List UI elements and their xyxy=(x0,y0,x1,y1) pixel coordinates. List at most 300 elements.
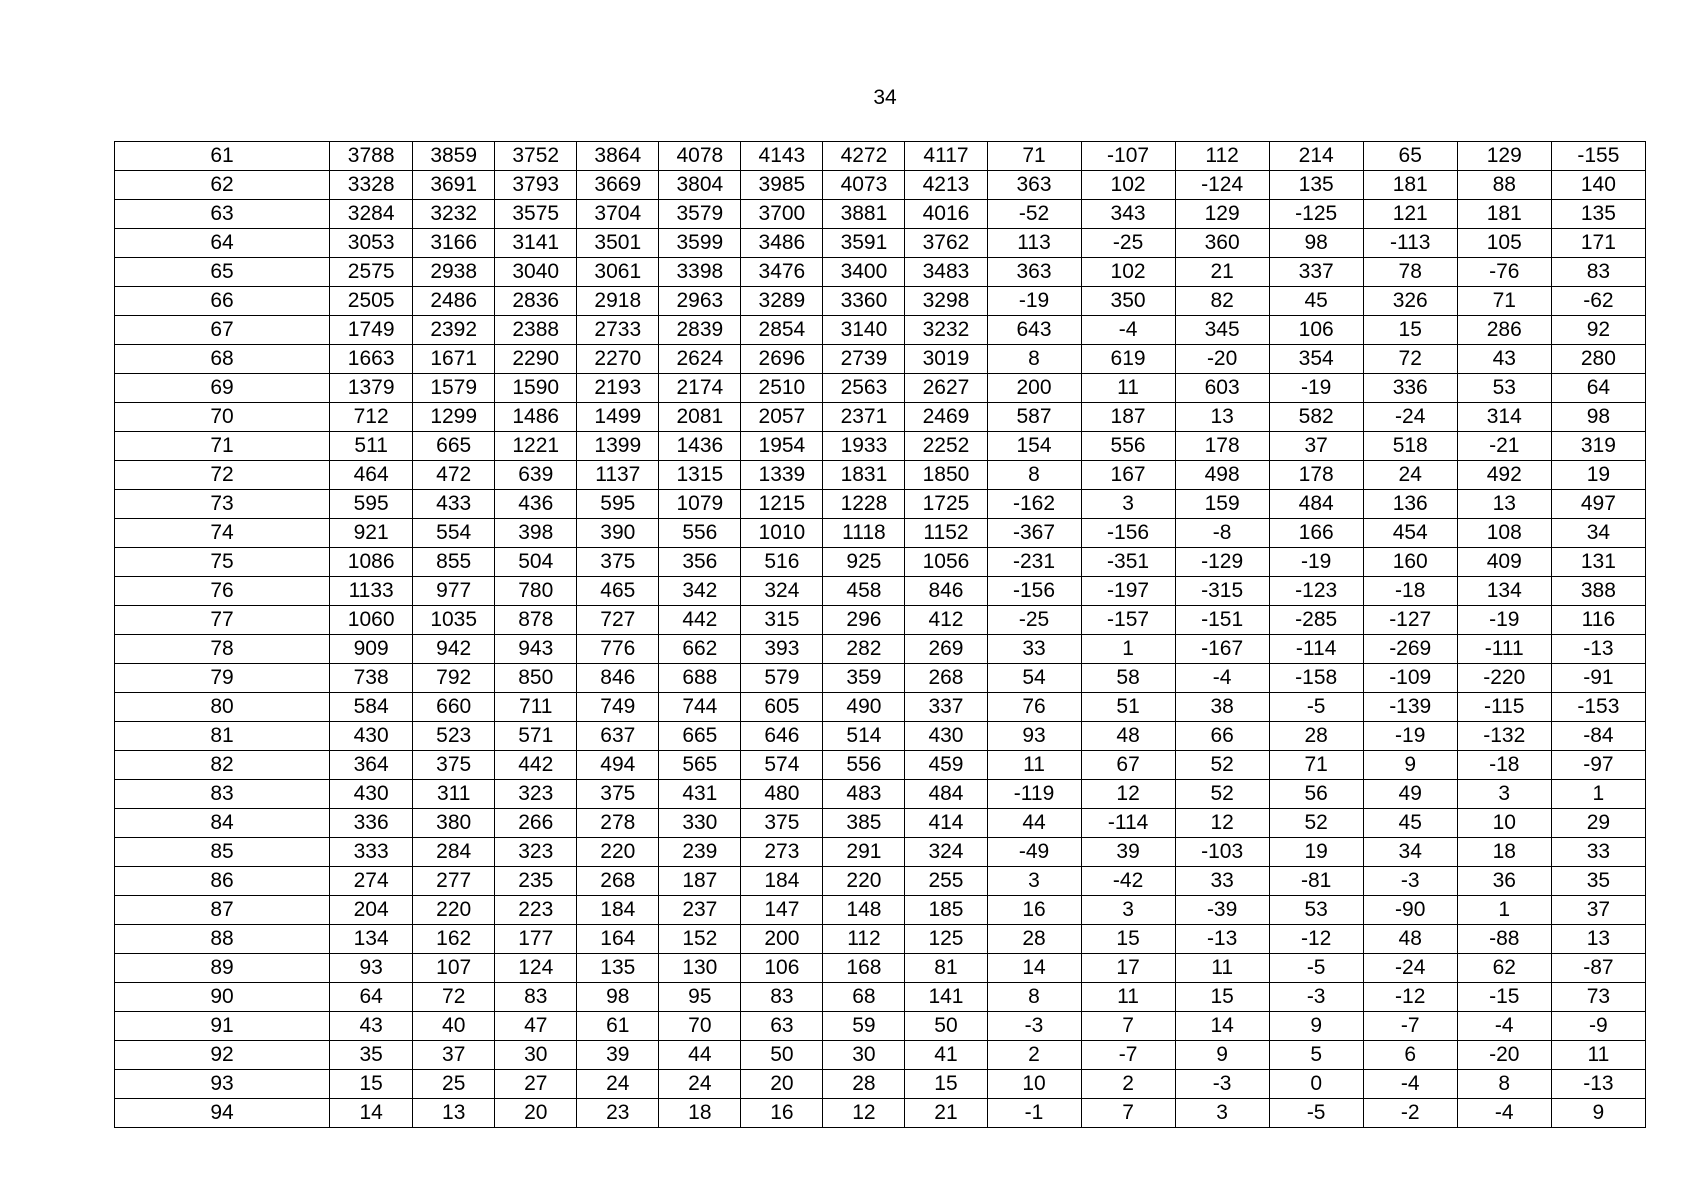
table-cell: 39 xyxy=(577,1041,659,1070)
table-cell: 2624 xyxy=(659,345,741,374)
row-label-cell: 71 xyxy=(115,432,330,461)
table-cell: -87 xyxy=(1551,954,1645,983)
table-cell: -15 xyxy=(1457,983,1551,1012)
table-row xyxy=(115,171,1646,200)
table-cell: 1137 xyxy=(577,461,659,490)
table-cell: 52 xyxy=(1175,751,1269,780)
table-cell: 72 xyxy=(413,983,495,1012)
table-row xyxy=(115,925,1646,954)
table-row xyxy=(115,519,1646,548)
table-cell: 343 xyxy=(1081,200,1175,229)
table-cell: 106 xyxy=(1269,316,1363,345)
table-cell: 3232 xyxy=(905,316,987,345)
table-cell: -123 xyxy=(1269,577,1363,606)
table-cell: 1436 xyxy=(659,432,741,461)
table-row xyxy=(115,258,1646,287)
table-cell: 220 xyxy=(823,867,905,896)
table-cell: 12 xyxy=(1175,809,1269,838)
table-row xyxy=(115,200,1646,229)
table-cell: -18 xyxy=(1363,577,1457,606)
table-cell: 1056 xyxy=(905,548,987,577)
table-cell: -155 xyxy=(1551,142,1645,171)
table-cell: 324 xyxy=(905,838,987,867)
table-cell: 63 xyxy=(741,1012,823,1041)
row-label-cell: 88 xyxy=(115,925,330,954)
table-cell: 136 xyxy=(1363,490,1457,519)
row-label-cell: 79 xyxy=(115,664,330,693)
table-cell: 33 xyxy=(1175,867,1269,896)
table-cell: 268 xyxy=(905,664,987,693)
table-cell: 925 xyxy=(823,548,905,577)
table-cell: -20 xyxy=(1457,1041,1551,1070)
table-cell: 15 xyxy=(1081,925,1175,954)
table-cell: -49 xyxy=(987,838,1081,867)
table-cell: 380 xyxy=(413,809,495,838)
table-cell: 665 xyxy=(413,432,495,461)
table-cell: 595 xyxy=(577,490,659,519)
table-row xyxy=(115,1041,1646,1070)
table-cell: 464 xyxy=(330,461,413,490)
table-cell: 484 xyxy=(1269,490,1363,519)
table-cell: 4213 xyxy=(905,171,987,200)
table-cell: -97 xyxy=(1551,751,1645,780)
table-cell: 13 xyxy=(1457,490,1551,519)
table-cell: 6 xyxy=(1363,1041,1457,1070)
table-cell: -25 xyxy=(1081,229,1175,258)
table-cell: -19 xyxy=(1269,548,1363,577)
table-cell: 3669 xyxy=(577,171,659,200)
table-cell: 323 xyxy=(495,838,577,867)
table-cell: -115 xyxy=(1457,693,1551,722)
table-cell: 177 xyxy=(495,925,577,954)
table-cell: 53 xyxy=(1269,896,1363,925)
table-cell: 5 xyxy=(1269,1041,1363,1070)
table-cell: 442 xyxy=(659,606,741,635)
table-cell: 62 xyxy=(1457,954,1551,983)
table-row xyxy=(115,867,1646,896)
table-cell: 2733 xyxy=(577,316,659,345)
table-cell: -12 xyxy=(1363,983,1457,1012)
table-cell: -5 xyxy=(1269,693,1363,722)
table-cell: 106 xyxy=(741,954,823,983)
table-row xyxy=(115,316,1646,345)
table-cell: 273 xyxy=(741,838,823,867)
table-row xyxy=(115,751,1646,780)
table-cell: -3 xyxy=(1175,1070,1269,1099)
table-cell: 3141 xyxy=(495,229,577,258)
table-cell: 3289 xyxy=(741,287,823,316)
table-cell: 38 xyxy=(1175,693,1269,722)
table-row xyxy=(115,606,1646,635)
table-cell: 3 xyxy=(1081,490,1175,519)
table-cell: 34 xyxy=(1363,838,1457,867)
table-cell: 121 xyxy=(1363,200,1457,229)
table-cell: 187 xyxy=(1081,403,1175,432)
table-cell: -132 xyxy=(1457,722,1551,751)
table-cell: -19 xyxy=(1363,722,1457,751)
table-cell: 1299 xyxy=(413,403,495,432)
table-cell: 185 xyxy=(905,896,987,925)
table-cell: 643 xyxy=(987,316,1081,345)
table-cell: 1152 xyxy=(905,519,987,548)
table-cell: 8 xyxy=(987,461,1081,490)
table-cell: 855 xyxy=(413,548,495,577)
table-cell: 319 xyxy=(1551,432,1645,461)
table-row xyxy=(115,229,1646,258)
table-cell: -18 xyxy=(1457,751,1551,780)
row-label-cell: 81 xyxy=(115,722,330,751)
table-row xyxy=(115,345,1646,374)
table-cell: 639 xyxy=(495,461,577,490)
table-cell: 3804 xyxy=(659,171,741,200)
table-cell: -114 xyxy=(1081,809,1175,838)
table-cell: 178 xyxy=(1175,432,1269,461)
table-cell: 2392 xyxy=(413,316,495,345)
table-row xyxy=(115,635,1646,664)
table-cell: 1060 xyxy=(330,606,413,635)
table-cell: 3752 xyxy=(495,142,577,171)
table-cell: 516 xyxy=(741,548,823,577)
table-cell: 2836 xyxy=(495,287,577,316)
table-cell: -285 xyxy=(1269,606,1363,635)
table-cell: -52 xyxy=(987,200,1081,229)
table-cell: 3599 xyxy=(659,229,741,258)
row-label-cell: 89 xyxy=(115,954,330,983)
table-cell: 98 xyxy=(577,983,659,1012)
table-cell: 162 xyxy=(413,925,495,954)
table-cell: 1339 xyxy=(741,461,823,490)
table-cell: 3053 xyxy=(330,229,413,258)
row-label-cell: 86 xyxy=(115,867,330,896)
table-cell: 68 xyxy=(823,983,905,1012)
table-body xyxy=(115,142,1646,1128)
table-cell: 135 xyxy=(577,954,659,983)
table-cell: 3360 xyxy=(823,287,905,316)
table-cell: 514 xyxy=(823,722,905,751)
row-label-cell: 68 xyxy=(115,345,330,374)
row-label-cell: 72 xyxy=(115,461,330,490)
table-cell: 1118 xyxy=(823,519,905,548)
table-cell: -24 xyxy=(1363,403,1457,432)
table-cell: 7 xyxy=(1081,1012,1175,1041)
table-cell: 738 xyxy=(330,664,413,693)
table-cell: 76 xyxy=(987,693,1081,722)
table-cell: -113 xyxy=(1363,229,1457,258)
table-cell: 278 xyxy=(577,809,659,838)
table-cell: 2193 xyxy=(577,374,659,403)
table-row xyxy=(115,722,1646,751)
table-cell: -119 xyxy=(987,780,1081,809)
table-cell: 490 xyxy=(823,693,905,722)
table-row xyxy=(115,374,1646,403)
table-cell: 280 xyxy=(1551,345,1645,374)
table-cell: 354 xyxy=(1269,345,1363,374)
table-cell: 523 xyxy=(413,722,495,751)
table-cell: 942 xyxy=(413,635,495,664)
table-cell: 81 xyxy=(905,954,987,983)
table-cell: 497 xyxy=(1551,490,1645,519)
table-cell: 45 xyxy=(1363,809,1457,838)
table-row xyxy=(115,287,1646,316)
table-cell: 113 xyxy=(987,229,1081,258)
table-cell: 266 xyxy=(495,809,577,838)
table-cell: -3 xyxy=(987,1012,1081,1041)
table-cell: 595 xyxy=(330,490,413,519)
table-cell: 603 xyxy=(1175,374,1269,403)
table-cell: 390 xyxy=(577,519,659,548)
row-label-cell: 64 xyxy=(115,229,330,258)
table-cell: 223 xyxy=(495,896,577,925)
table-cell: 187 xyxy=(659,867,741,896)
table-cell: 326 xyxy=(1363,287,1457,316)
table-cell: 21 xyxy=(1175,258,1269,287)
table-cell: 98 xyxy=(1269,229,1363,258)
table-cell: 412 xyxy=(905,606,987,635)
table-cell: 878 xyxy=(495,606,577,635)
table-cell: 73 xyxy=(1551,983,1645,1012)
table-cell: 112 xyxy=(1175,142,1269,171)
table-cell: 2174 xyxy=(659,374,741,403)
table-cell: 8 xyxy=(987,345,1081,374)
table-cell: 58 xyxy=(1081,664,1175,693)
table-cell: 388 xyxy=(1551,577,1645,606)
table-cell: 83 xyxy=(495,983,577,1012)
table-cell: -103 xyxy=(1175,838,1269,867)
table-cell: 282 xyxy=(823,635,905,664)
table-cell: 1954 xyxy=(741,432,823,461)
table-cell: 393 xyxy=(741,635,823,664)
table-cell: 2057 xyxy=(741,403,823,432)
table-cell: 11 xyxy=(987,751,1081,780)
table-cell: 665 xyxy=(659,722,741,751)
table-cell: 71 xyxy=(987,142,1081,171)
table-cell: 1035 xyxy=(413,606,495,635)
table-cell: 337 xyxy=(1269,258,1363,287)
row-label-cell: 83 xyxy=(115,780,330,809)
table-cell: 574 xyxy=(741,751,823,780)
row-label-cell: 62 xyxy=(115,171,330,200)
table-cell: 11 xyxy=(1551,1041,1645,1070)
table-cell: 105 xyxy=(1457,229,1551,258)
table-cell: 9 xyxy=(1269,1012,1363,1041)
table-cell: 36 xyxy=(1457,867,1551,896)
table-cell: 498 xyxy=(1175,461,1269,490)
row-label-cell: 74 xyxy=(115,519,330,548)
table-cell: 1228 xyxy=(823,490,905,519)
table-cell: -9 xyxy=(1551,1012,1645,1041)
table-cell: 414 xyxy=(905,809,987,838)
table-cell: 17 xyxy=(1081,954,1175,983)
table-cell: 1579 xyxy=(413,374,495,403)
table-cell: 375 xyxy=(741,809,823,838)
table-cell: 37 xyxy=(413,1041,495,1070)
table-cell: 19 xyxy=(1269,838,1363,867)
table-cell: -315 xyxy=(1175,577,1269,606)
table-cell: 433 xyxy=(413,490,495,519)
table-cell: 82 xyxy=(1175,287,1269,316)
table-cell: 277 xyxy=(413,867,495,896)
table-cell: 2839 xyxy=(659,316,741,345)
table-row xyxy=(115,838,1646,867)
table-cell: 3040 xyxy=(495,258,577,287)
table-cell: 2510 xyxy=(741,374,823,403)
table-cell: 1 xyxy=(1081,635,1175,664)
table-cell: 3762 xyxy=(905,229,987,258)
table-cell: 7 xyxy=(1081,1099,1175,1128)
table-cell: 9 xyxy=(1175,1041,1269,1070)
table-cell: 504 xyxy=(495,548,577,577)
table-cell: 584 xyxy=(330,693,413,722)
table-cell: 3328 xyxy=(330,171,413,200)
table-cell: -88 xyxy=(1457,925,1551,954)
table-cell: 3 xyxy=(1081,896,1175,925)
table-cell: 20 xyxy=(741,1070,823,1099)
table-cell: 2469 xyxy=(905,403,987,432)
table-cell: 619 xyxy=(1081,345,1175,374)
table-cell: 430 xyxy=(330,780,413,809)
table-cell: 181 xyxy=(1457,200,1551,229)
table-cell: 3985 xyxy=(741,171,823,200)
table-cell: -76 xyxy=(1457,258,1551,287)
table-cell: 2575 xyxy=(330,258,413,287)
table-cell: 1486 xyxy=(495,403,577,432)
table-cell: 25 xyxy=(413,1070,495,1099)
table-cell: 492 xyxy=(1457,461,1551,490)
table-cell: 324 xyxy=(741,577,823,606)
table-cell: 2505 xyxy=(330,287,413,316)
table-cell: 10 xyxy=(1457,809,1551,838)
table-cell: 3 xyxy=(987,867,1081,896)
table-cell: 40 xyxy=(413,1012,495,1041)
table-cell: 15 xyxy=(1175,983,1269,1012)
table-cell: 2918 xyxy=(577,287,659,316)
table-row xyxy=(115,693,1646,722)
table-cell: 13 xyxy=(1551,925,1645,954)
table-cell: 291 xyxy=(823,838,905,867)
table-cell: 3 xyxy=(1457,780,1551,809)
table-cell: 727 xyxy=(577,606,659,635)
table-cell: 660 xyxy=(413,693,495,722)
table-cell: 43 xyxy=(330,1012,413,1041)
table-cell: 850 xyxy=(495,664,577,693)
table-cell: 3019 xyxy=(905,345,987,374)
table-cell: -3 xyxy=(1269,983,1363,1012)
table-cell: 662 xyxy=(659,635,741,664)
table-cell: -7 xyxy=(1081,1041,1175,1070)
table-cell: -139 xyxy=(1363,693,1457,722)
table-cell: 846 xyxy=(905,577,987,606)
table-cell: 375 xyxy=(577,548,659,577)
table-cell: 286 xyxy=(1457,316,1551,345)
table-row xyxy=(115,142,1646,171)
table-cell: 66 xyxy=(1175,722,1269,751)
table-cell: 409 xyxy=(1457,548,1551,577)
table-cell: 148 xyxy=(823,896,905,925)
table-cell: 4016 xyxy=(905,200,987,229)
table-cell: 359 xyxy=(823,664,905,693)
table-cell: 67 xyxy=(1081,751,1175,780)
table-cell: 314 xyxy=(1457,403,1551,432)
table-cell: 268 xyxy=(577,867,659,896)
table-row xyxy=(115,490,1646,519)
table-cell: 220 xyxy=(413,896,495,925)
table-cell: 4117 xyxy=(905,142,987,171)
table-cell: 167 xyxy=(1081,461,1175,490)
table-cell: 129 xyxy=(1175,200,1269,229)
table-cell: 16 xyxy=(987,896,1081,925)
table-cell: 61 xyxy=(577,1012,659,1041)
table-cell: 792 xyxy=(413,664,495,693)
table-cell: 430 xyxy=(330,722,413,751)
table-cell: 4073 xyxy=(823,171,905,200)
table-cell: 1499 xyxy=(577,403,659,432)
table-cell: -4 xyxy=(1175,664,1269,693)
table-cell: 336 xyxy=(330,809,413,838)
table-row xyxy=(115,461,1646,490)
table-cell: -269 xyxy=(1363,635,1457,664)
table-row xyxy=(115,664,1646,693)
table-cell: -107 xyxy=(1081,142,1175,171)
table-cell: 4078 xyxy=(659,142,741,171)
table-cell: 49 xyxy=(1363,780,1457,809)
table-cell: 93 xyxy=(330,954,413,983)
table-cell: 184 xyxy=(741,867,823,896)
table-cell: 637 xyxy=(577,722,659,751)
table-cell: -153 xyxy=(1551,693,1645,722)
table-cell: 284 xyxy=(413,838,495,867)
table-cell: 83 xyxy=(1551,258,1645,287)
table-row xyxy=(115,432,1646,461)
table-cell: 9 xyxy=(1551,1099,1645,1128)
table-cell: -129 xyxy=(1175,548,1269,577)
table-cell: -21 xyxy=(1457,432,1551,461)
table-cell: 37 xyxy=(1551,896,1645,925)
table-cell: -4 xyxy=(1081,316,1175,345)
table-cell: 454 xyxy=(1363,519,1457,548)
table-cell: -91 xyxy=(1551,664,1645,693)
table-row xyxy=(115,809,1646,838)
table-cell: 711 xyxy=(495,693,577,722)
table-cell: 52 xyxy=(1269,809,1363,838)
table-cell: 48 xyxy=(1081,722,1175,751)
row-label-cell: 82 xyxy=(115,751,330,780)
table-cell: 3793 xyxy=(495,171,577,200)
table-cell: -157 xyxy=(1081,606,1175,635)
table-cell: -197 xyxy=(1081,577,1175,606)
row-label-cell: 93 xyxy=(115,1070,330,1099)
table-cell: 296 xyxy=(823,606,905,635)
table-cell: 556 xyxy=(659,519,741,548)
table-cell: 15 xyxy=(330,1070,413,1099)
table-cell: 129 xyxy=(1457,142,1551,171)
table-cell: 124 xyxy=(495,954,577,983)
table-cell: 3140 xyxy=(823,316,905,345)
table-cell: 53 xyxy=(1457,374,1551,403)
table-cell: 29 xyxy=(1551,809,1645,838)
table-cell: -4 xyxy=(1457,1012,1551,1041)
table-cell: 112 xyxy=(823,925,905,954)
table-cell: 1671 xyxy=(413,345,495,374)
table-cell: 605 xyxy=(741,693,823,722)
table-cell: 2486 xyxy=(413,287,495,316)
table-cell: 30 xyxy=(495,1041,577,1070)
table-cell: 107 xyxy=(413,954,495,983)
table-cell: 15 xyxy=(1363,316,1457,345)
table-cell: 3483 xyxy=(905,258,987,287)
table-cell: 744 xyxy=(659,693,741,722)
table-cell: 11 xyxy=(1175,954,1269,983)
table-cell: -1 xyxy=(987,1099,1081,1128)
